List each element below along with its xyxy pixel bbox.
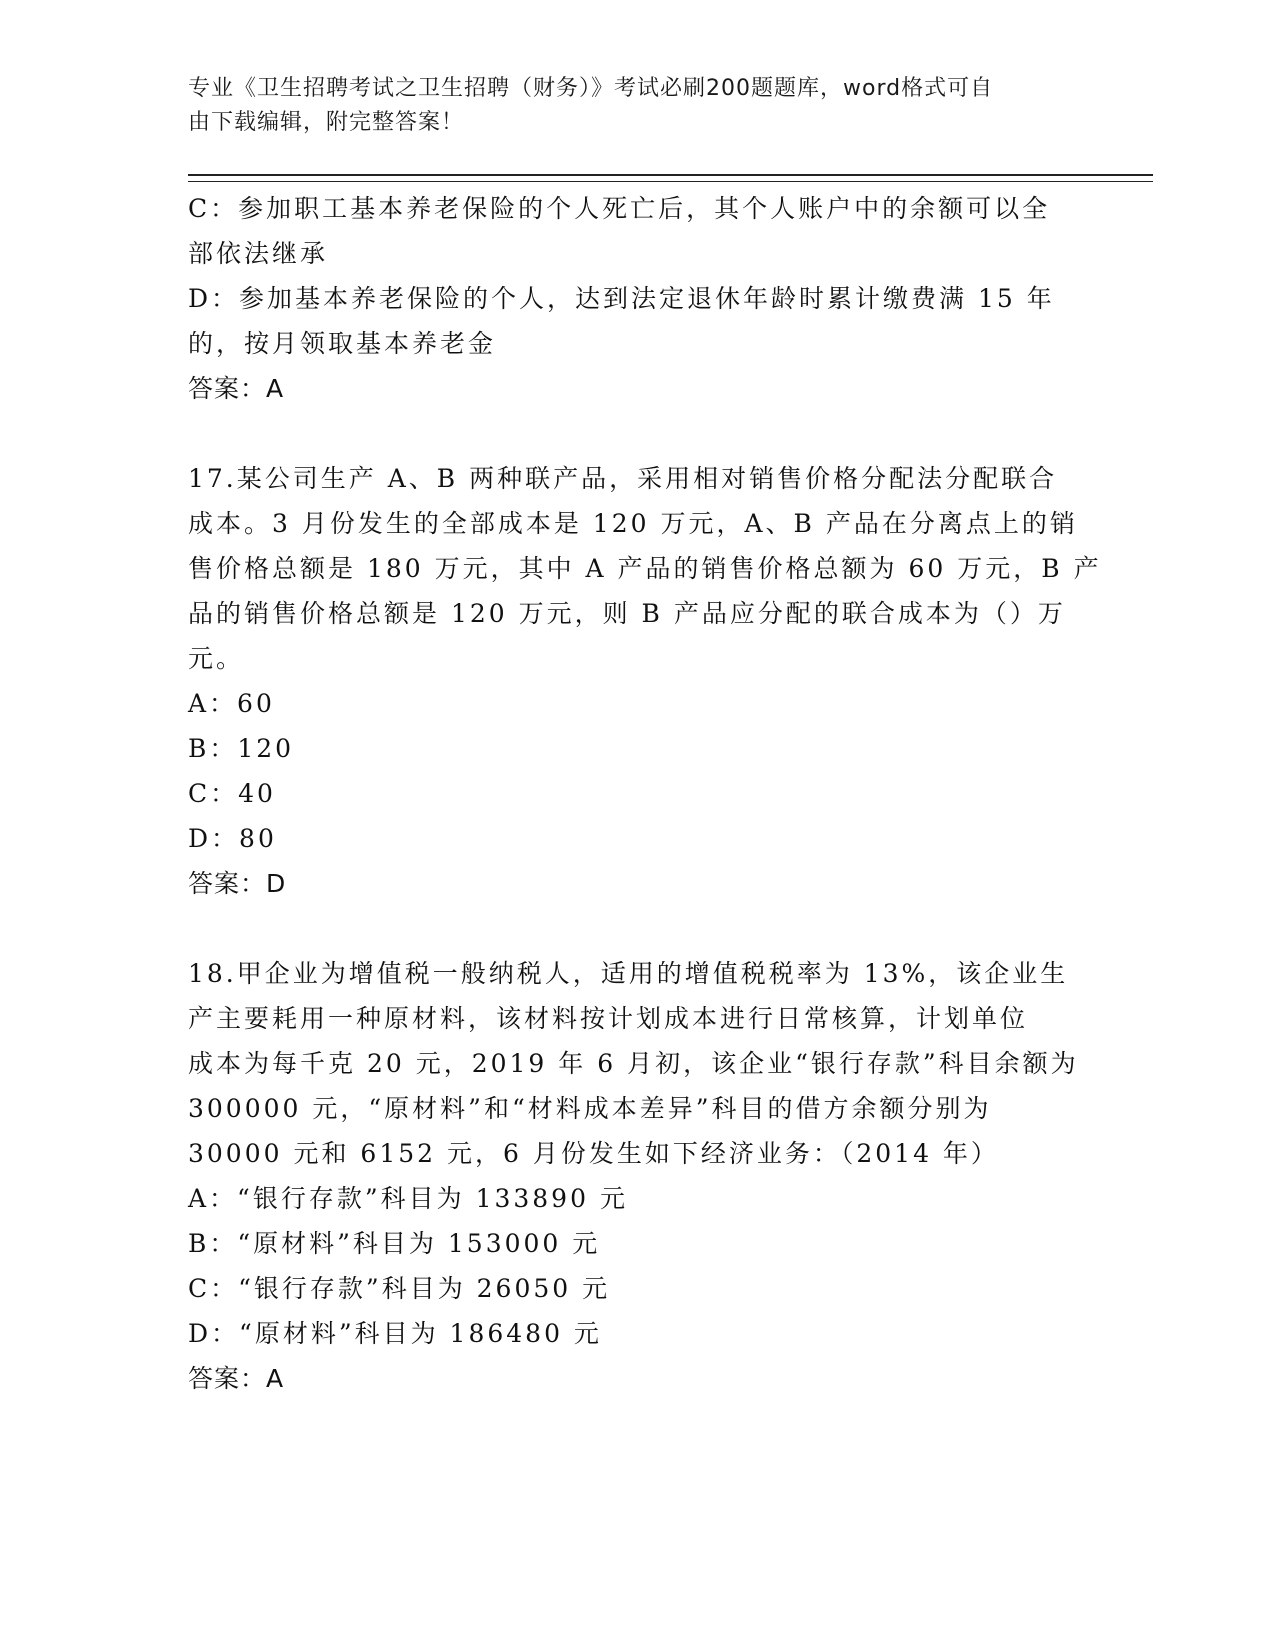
option-d: D：“原材料”科目为 186480 元	[188, 1319, 602, 1348]
spacer	[188, 906, 1088, 951]
question-stem-line: 成本为每千克 20 元，2019 年 6 月初，该企业“银行存款”科目余额为	[188, 1049, 1079, 1078]
option-a: A：“银行存款”科目为 133890 元	[188, 1184, 628, 1213]
option-c: C：40	[188, 779, 276, 808]
header-divider-thin	[188, 181, 1153, 182]
option-b: B：120	[188, 734, 295, 763]
question-stem-line: 产主要耗用一种原材料，该材料按计划成本进行日常核算，计划单位	[188, 1004, 1029, 1033]
question-stem-line: 成本。3 月份发生的全部成本是 120 万元，A、B 产品在分离点上的销	[188, 509, 1078, 538]
option-a: A：60	[188, 689, 275, 718]
answer-line: 答案：D	[188, 869, 287, 898]
document-header	[188, 72, 1068, 140]
question-17	[188, 456, 1102, 906]
option-d-line-2: 的，按月领取基本养老金	[188, 329, 497, 358]
answer-line: 答案：A	[188, 1364, 285, 1393]
option-d-line-1: D：参加基本养老保险的个人，达到法定退休年龄时累计缴费满 15 年	[188, 284, 1055, 313]
document-body	[188, 186, 1102, 1401]
spacer	[188, 411, 1088, 456]
header-line-1: 专业《卫生招聘考试之卫生招聘（财务）》考试必刷200题题库，word格式可自	[188, 76, 994, 101]
question-stem-line: 30000 元和 6152 元，6 月份发生如下经济业务：（2014 年）	[188, 1139, 999, 1168]
option-d: D：80	[188, 824, 277, 853]
question-16-continuation	[188, 186, 1088, 411]
question-stem-line: 17.某公司生产 A、B 两种联产品，采用相对销售价格分配法分配联合	[188, 464, 1058, 493]
question-stem-line: 售价格总额是 180 万元，其中 A 产品的销售价格总额为 60 万元，B 产	[188, 554, 1102, 583]
option-c-line-1: C：参加职工基本养老保险的个人死亡后，其个人账户中的余额可以全	[188, 194, 1051, 223]
question-stem-line: 元。	[188, 644, 245, 673]
question-18	[188, 951, 1088, 1401]
question-stem-line: 品的销售价格总额是 120 万元，则 B 产品应分配的联合成本为（）万	[188, 599, 1066, 628]
header-divider-thick	[188, 174, 1153, 176]
header-line-2: 由下载编辑，附完整答案！	[188, 110, 465, 135]
option-c-line-2: 部依法继承	[188, 239, 329, 268]
option-b: B：“原材料”科目为 153000 元	[188, 1229, 601, 1258]
question-stem-line: 300000 元，“原材料”和“材料成本差异”科目的借方余额分别为	[188, 1094, 992, 1123]
question-stem-line: 18.甲企业为增值税一般纳税人，适用的增值税税率为 13%，该企业生	[188, 959, 1069, 988]
answer-line: 答案：A	[188, 374, 285, 403]
option-c: C：“银行存款”科目为 26050 元	[188, 1274, 611, 1303]
